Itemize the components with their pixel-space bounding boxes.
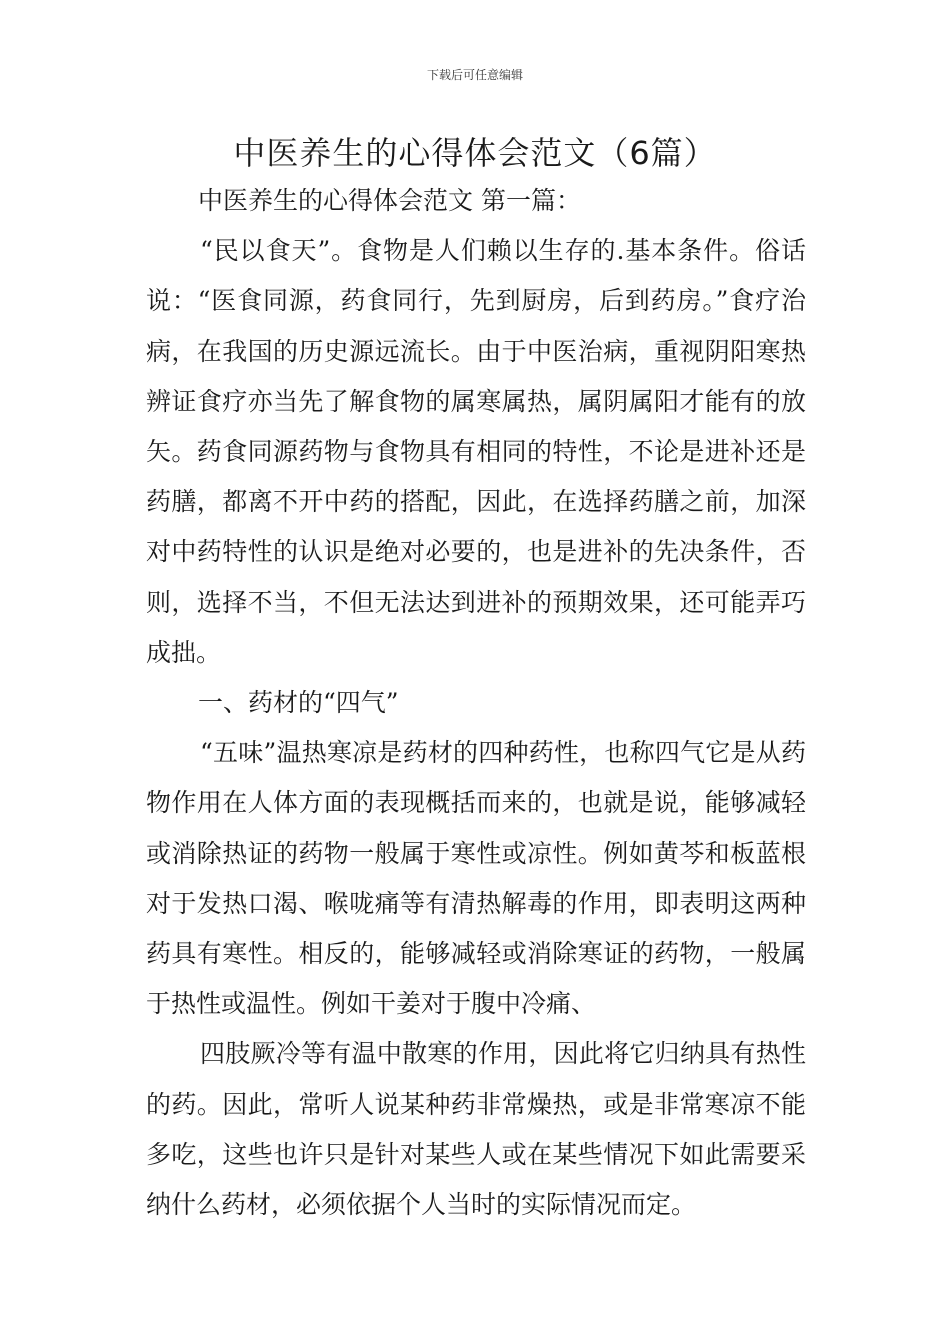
subheading-four-qi: 一、药材的“四气”	[198, 688, 399, 718]
section-heading: 中医养生的心得体会范文 第一篇：	[198, 186, 581, 215]
paragraph-2: “五味”温热寒凉是药材的四种药性，也称四气它是从药物作用在人体方面的表现概括而来的，也就是说，能够减轻或消除热证的药物一般属于寒性或凉性。例如黄芩和板蓝根对于发热口渴、喉咙痛等有清热解毒的作用，即表明这两种药具有寒性。相反的，能够减轻或消除寒证的药物，一般属于热性或温性。例如干姜对于腹中冷痛、	[146, 738, 806, 1019]
document-title: 中医养生的心得体会范文（6篇）	[233, 134, 717, 172]
paragraph-3: 四肢厥冷等有温中散寒的作用，因此将它归纳具有热性的药。因此，常听人说某种药非常燥热，或是非常寒凉不能多吃，这些也许只是针对某些人或在某些情况下如此需要采纳什么药材，必须依据个人当时的实际情况而定。	[146, 1039, 806, 1220]
paragraph-1: “民以食天”。食物是人们赖以生存的.基本条件。俗话说：“医食同源，药食同行，先到厨房，后到药房。”食疗治病，在我国的历史源远流长。由于中医治病，重视阴阳寒热辨证食疗亦当先了解食物的属寒属热，属阴属阳才能有的放矢。药食同源药物与食物具有相同的特性，不论是进补还是药膳，都离不开中药的搭配，因此，在选择药膳之前，加深对中药特性的认识是绝对必要的，也是进补的先决条件，否则，选择不当，不但无法达到进补的预期效果，还可能弄巧成拙。	[146, 236, 806, 667]
header-note: 下载后可任意编辑	[426, 68, 523, 82]
document-body	[146, 176, 806, 1230]
